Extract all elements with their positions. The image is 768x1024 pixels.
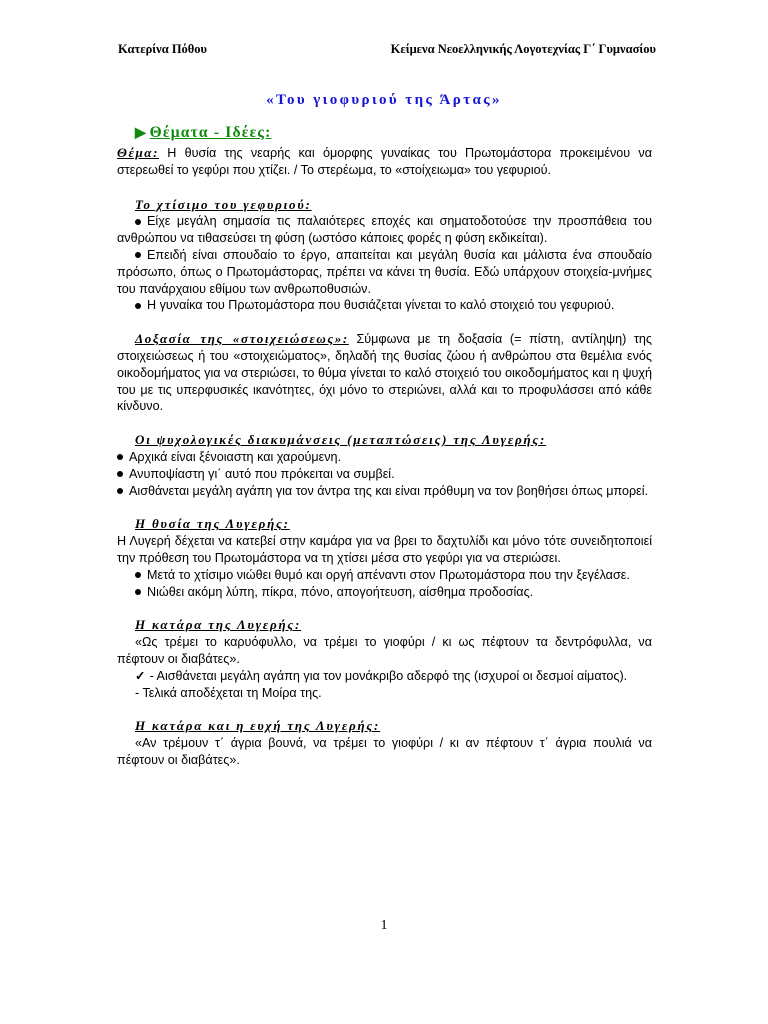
bullet-icon	[135, 572, 141, 578]
katara-quote: «Ως τρέμει το καρυόφυλλο, να τρέμει το γιοφύρι / κι ως πέφτουν τα δεντρόφυλλα, να πέφτουν οι διαβάτες».	[117, 635, 652, 666]
katara-euxi-heading: Η κατάρα και η ευχή της Λυγερής:	[135, 718, 381, 734]
header-course: Κείμενα Νεοελληνικής Λογοτεχνίας Γ΄ Γυμνασίου	[390, 42, 656, 56]
bullet-icon	[117, 471, 123, 477]
thysia-item: Νιώθει ακόμη λύπη, πίκρα, πόνο, απογοήτευση, αίσθημα προδοσίας.	[117, 584, 652, 601]
ktisimo-heading: Το χτίσιμο του γεφυριού:	[135, 196, 312, 212]
thysia-heading: Η θυσία της Λυγερής:	[135, 516, 290, 532]
bullet-icon	[135, 219, 141, 225]
psych-item: Αρχικά είναι ξένοιαστη και χαρούμενη.	[117, 449, 652, 466]
page-number: 1	[380, 918, 388, 933]
bullet-icon	[135, 589, 141, 595]
check-icon: ✓	[135, 668, 146, 683]
doxasia-heading: Δοξασία της «στοιχειώσεως»:	[135, 331, 349, 347]
bullet-icon	[117, 454, 123, 460]
ktisimo-item: Επειδή είναι σπουδαίο το έργο, απαιτείται και μεγάλη θυσία και μάλιστα ένα σπουδαίο πρόσωπο, όπως ο Πρωτομάστορας, πρέπει να κάνει τη θυσία. Εδώ υπάρχουν στοιχεία-μνήμες του πανάρχαιου εθίμου των ανθρωποθυσιών.	[117, 247, 652, 296]
document-body	[117, 122, 652, 769]
right-arrow-icon: ▶	[135, 126, 146, 141]
doxasia-paragraph: Δοξασία της «στοιχειώσεως»: Σύμφωνα με τη δοξασία (= πίστη, αντίληψη) της στοιχειώσεως ή του «στοιχειώματος», δηλαδή της θυσίας ζώου ή ανθρώπου στα θεμέλια ενός οικοδομήματος για να στεριώσει, το θύμα γίνεται το καλό στοιχειό του οικοδομήματος και η ψυχή του με τις υπερφυσικές ικανότητες, όχι μόνο το στεριώνει, αλλά και το προφυλάσσει από κάθε κίνδυνο.	[117, 331, 652, 414]
psych-heading: Οι ψυχολογικές διακυμάνσεις (μεταπτώσεις) της Λυγερής:	[135, 432, 547, 448]
thysia-paragraph: Η Λυγερή δέχεται να κατεβεί στην καμάρα για να βρει το δαχτυλίδι και μόνο τότε συνειδητοποιεί την πρόθεση του Πρωτομάστορα να τη χτίσει μέσα στο γεφύρι για να στεριώσει.	[117, 534, 652, 565]
katara-check-item: ✓ - Αισθάνεται μεγάλη αγάπη για τον μονάκριβο αδερφό της (ισχυροί οι δεσμοί αίματος).	[135, 668, 628, 683]
psych-item: Ανυποψίαστη γι΄ αυτό που πρόκειται να συμβεί.	[117, 466, 652, 483]
bullet-icon	[135, 303, 141, 309]
header-author: Κατερίνα Πόθου	[118, 42, 208, 56]
thema-paragraph: Θέμα: Η θυσία της νεαρής και όμορφης γυναίκας του Πρωτομάστορα προκειμένου να στερεωθεί το γεφύρι που χτίζει. / Το στερέωμα, το «στοίχειωμα» του γεφυριού.	[117, 145, 652, 177]
katara-heading: Η κατάρα της Λυγερής:	[135, 617, 302, 633]
psych-item: Αισθάνεται μεγάλη αγάπη για τον άντρα της και είναι πρόθυμη να τον βοηθήσει όπως μπορεί.	[117, 483, 652, 500]
katara-euxi-quote: «Αν τρέμουν τ΄ άγρια βουνά, να τρέμει το γιοφύρι / κι αν πέφτουν τ΄ άγρια πουλιά να πέφτουν οι διαβάτες».	[117, 736, 652, 767]
bullet-icon	[117, 488, 123, 494]
document-title: «Του γιοφυριού της Άρτας»	[266, 92, 502, 108]
thema-label: Θέμα:	[117, 145, 160, 160]
bullet-icon	[135, 252, 141, 258]
katara-final: - Τελικά αποδέχεται τη Μοίρα της.	[135, 685, 322, 700]
ktisimo-item: Η γυναίκα του Πρωτομάστορα που θυσιάζεται γίνεται το καλό στοιχειό του γεφυριού.	[117, 297, 652, 314]
themata-heading: ▶ Θέματα - Ιδέες:	[135, 124, 272, 141]
thysia-item: Μετά το χτίσιμο νιώθει θυμό και οργή απέναντι στον Πρωτομάστορα που την ξεγέλασε.	[117, 567, 652, 584]
ktisimo-item: Είχε μεγάλη σημασία τις παλαιότερες εποχές και σηματοδοτούσε την προσπάθεια του ανθρώπου να τιθασεύσει τη φύση (ωστόσο κάποιες φορές η φύση εκδικείται).	[117, 214, 652, 246]
